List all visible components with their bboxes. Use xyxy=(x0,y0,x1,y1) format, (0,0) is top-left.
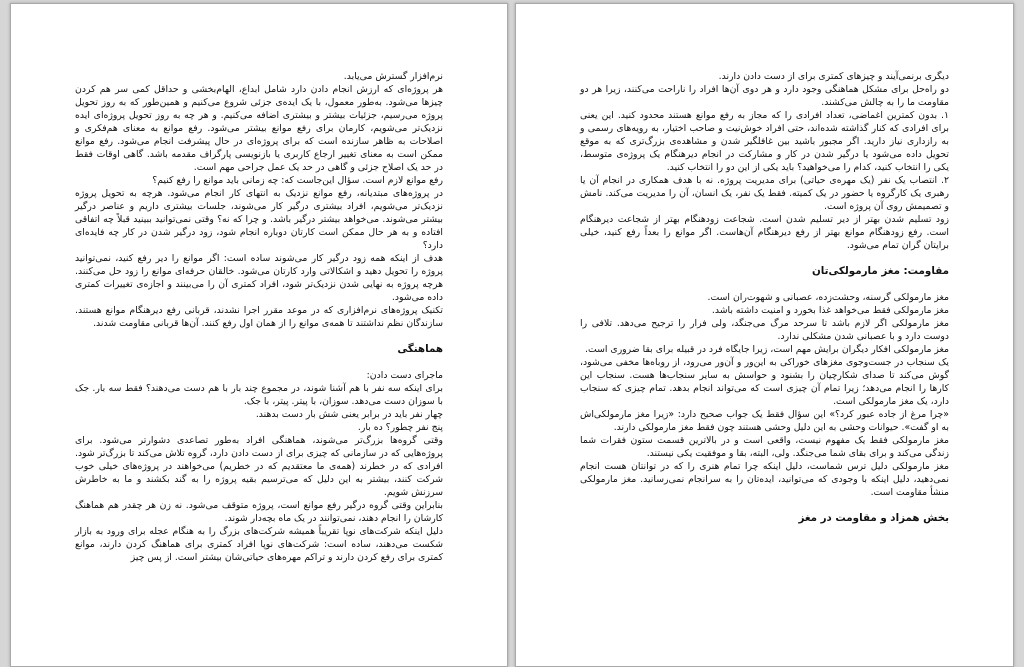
paragraph: مغز مارمولکی دلیل ترس شماست، دلیل اینکه چرا تمام هنری را که در توانتان هست انجام نمی‌دهید، دلیل اینکه با وجودی که می‌توانید، ایده‌تان را به سرانجام نمی‌رسانید. مغز مارمولکی منشأ مقاومت است. xyxy=(580,461,949,498)
paragraph: «چرا مرغ از جاده عبور کرد؟» این سؤال فقط یک جواب صحیح دارد: «زیرا مغز مارمولکی‌اش به او گفت». حیوانات وحشی به این دلیل وحشی هستند چون فقط مغز مارمولکی دارند. xyxy=(580,409,949,433)
page-text-column xyxy=(580,70,949,666)
paragraph: چهار نفر باید در برابر یعنی شش بار دست بدهند. xyxy=(255,409,443,420)
paragraph: دیگری برنمی‌آیند و چیزهای کمتری برای از دست دادن دارند. xyxy=(718,71,949,82)
paragraph: مغز مارمولکی اگر لازم باشد تا سرحد مرگ می‌جنگد، ولی فرار را ترجیح می‌دهد. تلافی را دوست دارد و با عصبانی شدن مشکلی ندارد. xyxy=(580,318,949,342)
paragraph: وقتی گروه‌ها بزرگ‌تر می‌شوند، هماهنگی افراد به‌طور تصاعدی دشوارتر می‌شود. برای پروژه‌هایی که در سازمانی که چیزی برای از دست دادن دارد، گروه تلاش می‌کند تا بزرگ‌تر شود. افرادی که در خطرند (همه‌ی ما معتقدیم که در خطریم) می‌خواهند در پروژه‌های خیلی خوب شرکت کنند، بیشتر به این دلیل که می‌ترسیم بقیه پروژه را به گند بکشند و ما به خاطرش سرزنش شویم. xyxy=(75,435,443,498)
paragraph: در پروژه‌های مبتدیانه، رفع موانع نزدیک به انتهای کار انجام می‌شود. هرچه به تحویل پروژه نزدیک‌تر می‌شویم، افراد بیشتری درگیر کار می‌شوند، جلسات بیشتری داریم و عناصر درگیر بیشتر می‌شوند. می‌خواهد بیشتر درگیر باشد. و چرا که نه؟ وقتی نمی‌توانید ببینید قبلاً چه اتفاقی افتاده و به هر حال ممکن است کارتان دوباره انجام شود، زود درگیر شدن در کار چه فایده‌ای دارد؟ xyxy=(75,188,443,251)
paragraph: نرم‌افزار گسترش می‌یابد. xyxy=(343,71,443,82)
paragraph: مغز مارمولکی افکار دیگران برایش مهم است، زیرا جایگاه فرد در قبیله برای بقا ضروری است. xyxy=(585,344,949,355)
paragraph: دو راه‌حل برای مشکل هماهنگی وجود دارد و هر دوی آن‌ها افراد را ناراحت می‌کنند، زیرا هر دو مقاومت ما را به چالش می‌کشند. xyxy=(580,84,949,108)
paragraph: ماجرای دست دادن: xyxy=(366,370,443,381)
paragraph: تکنیک پروژه‌های نرم‌افزاری که در موعد مقرر اجرا نشدند، قربانی رفع دیرهنگام موانع هستند. سازندگان نظم نداشتند تا همه‌ی موانع را از همان اول رفع کنند. آن‌ها قربانی مقاومت شدند. xyxy=(75,305,443,329)
paragraph: هدف از اینکه همه زود درگیر کار می‌شوند ساده است: اگر موانع را دیر رفع کنید، نمی‌توانید پروژه را تحویل دهید و اشکالاتی وارد کارتان می‌شود. خالقان حرفه‌ای موانع را زود حل می‌کنند. هرچه پروژه به نهایی شدن نزدیک‌تر شود، افراد کمتری آن را می‌بینند و اجازه‌ی تغییرات کمتری داده می‌شود. xyxy=(75,253,443,303)
paragraph: یک سنجاب در جست‌وجوی مغزهای خوراکی به این‌ور و آن‌ور می‌رود، از روباه‌ها مخفی می‌شود، گوش می‌کند تا صدای شکارچیان را بشنود و حواسش به سایر سنجاب‌ها هست. سنجاب این کارها را انجام می‌دهد؛ زیرا تمام آن چیزی است که می‌تواند انجام بدهد. تمام چیزی که سنجاب دارد، یک مغز مارمولکی است. xyxy=(580,357,949,407)
paragraph: مغز مارمولکی گرسنه، وحشت‌زده، عصبانی و شهوت‌ران است. xyxy=(707,292,949,303)
paragraph: دلیل اینکه شرکت‌های نوپا تقریباً همیشه شرکت‌های بزرگ را به هنگام عجله برای ورود به بازار شکست می‌دهند، ساده است: شرکت‌های نوپا افراد کمتری برای هماهنگ کردن دارند، موانع کمتری برای رفع کردن دارند و تراکم مهره‌های حیاتی‌شان بیشتر است. از پس چیز xyxy=(75,526,443,563)
paragraph: برای اینکه سه نفر با هم آشنا شوند، در مجموع چند بار با هم دست می‌دهند؟ فقط سه بار. جک با سوزان دست می‌دهد. سوزان، با پیتر. پیتر، با جک. xyxy=(75,383,443,407)
page-text-column xyxy=(75,70,443,666)
document-page-left xyxy=(10,3,508,667)
document-page-right xyxy=(515,3,1014,667)
paragraph: زود تسلیم شدن بهتر از دیر تسلیم شدن است. شجاعت زودهنگام بهتر از شجاعت دیرهنگام است. رفع زودهنگام موانع بهتر از رفع دیرهنگام آن‌هاست. اگر موانع را بعداً رفع کنید، خیلی برایتان گران تمام می‌شود. xyxy=(580,214,949,251)
section-heading: بخش همزاد و مقاومت در مغز xyxy=(798,512,949,524)
paragraph: پنج نفر چطور؟ ده بار. xyxy=(357,422,443,433)
paragraph: رفع موانع لازم است. سؤال این‌جاست که: چه زمانی باید موانع را رفع کنیم؟ xyxy=(152,175,443,186)
paragraph: هر پروژه‌ای که ارزش انجام دادن دارد شامل ابداع، الهام‌بخشی و حداقل کمی سر هم کردن چیزها می‌شود. به‌طور معمول، با یک ایده‌ی جزئی شروع می‌کنیم و همین‌طور که به روز تحویل پروژه می‌رسیم، جزئیات بیشتر و بیشتری اضافه می‌کنیم. و هر چه به روز تحویل پروژه‌ای ایده نزدیک‌تر می‌شویم، کارمان برای رفع موانع بیشتر می‌شود. رفع موانع به معنای هم‌فکری و اصلاحات به ظاهر سازنده است که برای پروژه‌ای در حال پیشرفت انجام می‌شود. رفع موانع ممکن است به معنای تغییر ارجاع کاربری یا بازنویسی پارگراف مقدمه باشد. گاهی اوقات فقط در حد یک اصلاح جزئی و گاهی در حد یک عمل جراحی مهم است. xyxy=(75,84,443,173)
section-heading: مقاومت: مغز مارمولکی‌تان xyxy=(811,265,949,277)
paragraph: مغز مارمولکی فقط می‌خواهد غذا بخورد و امنیت داشته باشد. xyxy=(711,305,949,316)
paragraph: مغز مارمولکی فقط یک مفهوم نیست، واقعی است و در بالاترین قسمت ستون فقرات شما زندگی می‌کند و برای بقای شما می‌جنگد. ولی، البته، بقا و موفقیت یکی نیستند. xyxy=(580,435,949,459)
paragraph: ۲. انتصاب یک نفر (یک مهره‌ی حیاتی) برای مدیریت پروژه. نه با هدف همکاری در انجام آن یا رهبری یک کارگروه یا حضور در یک کمیته. فقط یک نفر، یک انسان، آن را مدیریت می‌کند. نامش و تصمیمش روی آن پروژه است. xyxy=(580,175,949,212)
section-heading: هماهنگی xyxy=(397,343,443,355)
paragraph: ۱. بدون کمترین اغماضی، تعداد افرادی را که مجاز به رفع موانع هستند محدود کنید. این یعنی برای افرادی که کنار گذاشته شده‌اند، حتی افراد خوش‌نیت و صاحب اختیار، به رویه‌های رسمی و به رازداری نیاز دارید. اگر مجبور باشید بین غافلگیر شدن و مشاهده‌ی بزرگ‌تری که به موقع تحویل داده می‌شود یا درگیر شدن در کار و مشارکت در انجام دیرهنگام یک پروژه‌ی متوسط، یکی را انتخاب کنید، کدام را می‌خواهید؟ باید یکی از این دو را انتخاب کنید. xyxy=(580,110,949,173)
paragraph: بنابراین وقتی گروه درگیر رفع موانع است، پروژه متوقف می‌شود. نه زن هر چقدر هم هماهنگ کارشان را انجام دهند، نمی‌توانند در یک ماه بچه‌دار شوند. xyxy=(75,500,443,524)
